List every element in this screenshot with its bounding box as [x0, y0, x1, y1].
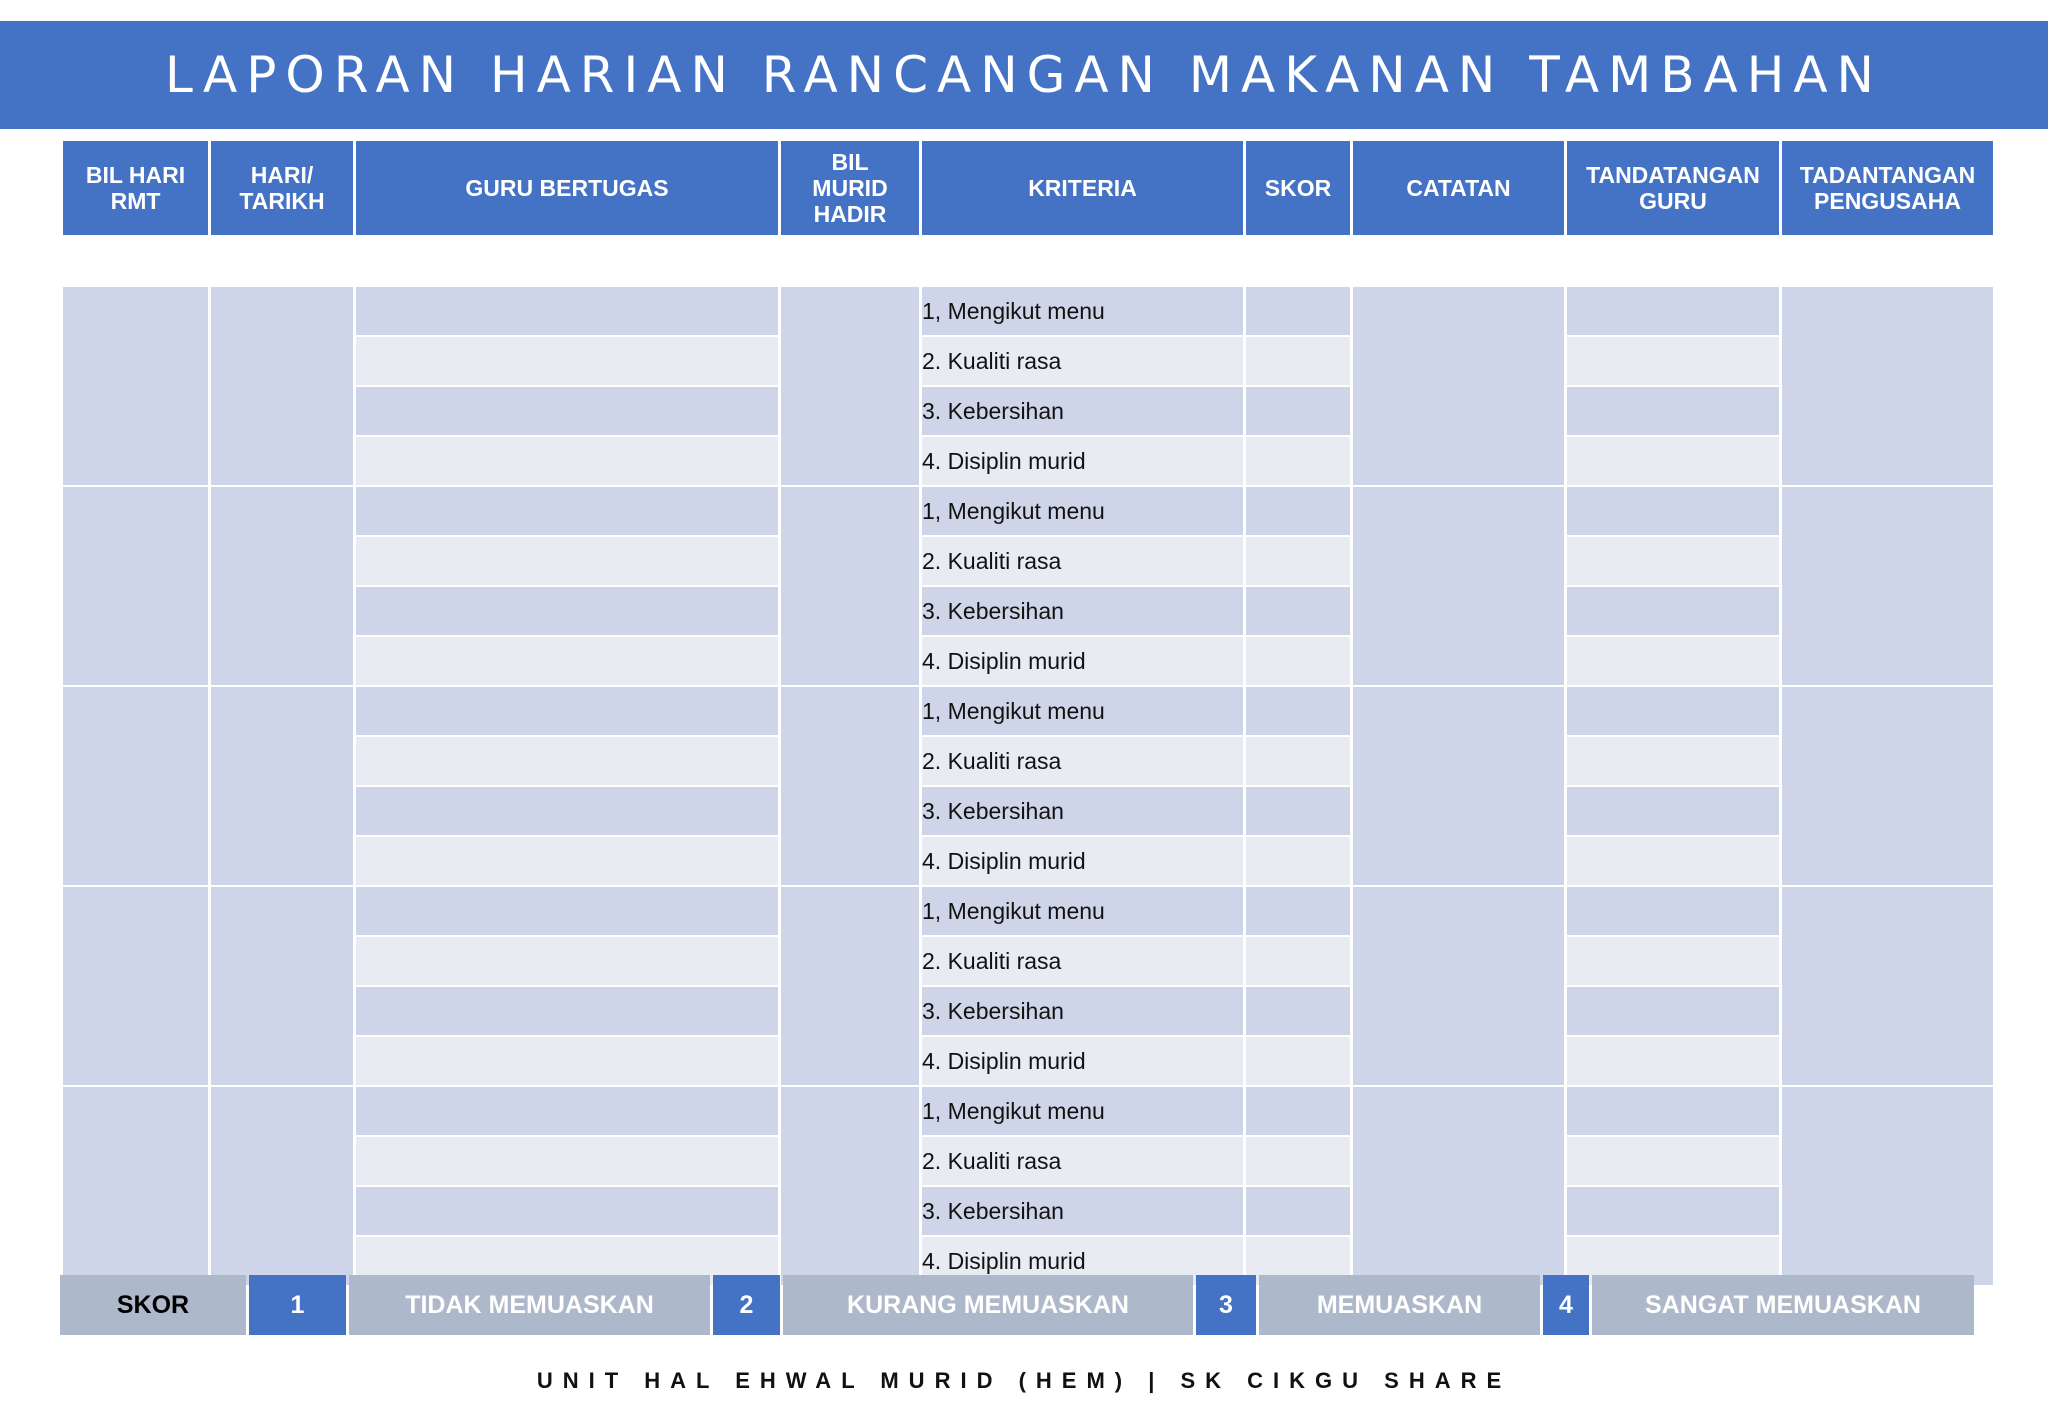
kriteria-cell: 2. Kualiti rasa: [922, 337, 1243, 385]
catatan-cell[interactable]: [1353, 687, 1564, 885]
table-header-row: [63, 141, 1993, 235]
tandatangan-guru-cell[interactable]: [1567, 637, 1779, 685]
bil-murid-cell[interactable]: [781, 487, 919, 685]
tandatangan-pengusaha-cell[interactable]: [1782, 687, 1993, 885]
header-col-catatan: CATATAN: [1353, 141, 1564, 235]
tandatangan-guru-cell[interactable]: [1567, 787, 1779, 835]
legend-text-1: TIDAK MEMUASKAN: [349, 1275, 710, 1335]
footer-text: UNIT HAL EHWAL MURID (HEM) | SK CIKGU SHARE: [536, 1368, 1512, 1393]
report-table: [60, 139, 1996, 1287]
bil-murid-cell[interactable]: [781, 287, 919, 485]
catatan-cell[interactable]: [1353, 887, 1564, 1085]
skor-cell[interactable]: [1246, 437, 1350, 485]
skor-cell[interactable]: [1246, 537, 1350, 585]
guru-bertugas-cell[interactable]: [356, 1087, 778, 1135]
table-row: [63, 887, 1993, 935]
kriteria-cell: 3. Kebersihan: [922, 787, 1243, 835]
tandatangan-guru-cell[interactable]: [1567, 1037, 1779, 1085]
guru-bertugas-cell[interactable]: [356, 687, 778, 735]
hari-tarikh-cell[interactable]: [211, 487, 353, 685]
skor-cell[interactable]: [1246, 937, 1350, 985]
guru-bertugas-cell[interactable]: [356, 987, 778, 1035]
guru-bertugas-cell[interactable]: [356, 1037, 778, 1085]
guru-bertugas-cell[interactable]: [356, 1187, 778, 1235]
skor-cell[interactable]: [1246, 837, 1350, 885]
page-title: LAPORAN HARIAN RANCANGAN MAKANAN TAMBAHAN: [165, 46, 1883, 104]
skor-cell[interactable]: [1246, 1187, 1350, 1235]
guru-bertugas-cell[interactable]: [356, 1137, 778, 1185]
tandatangan-guru-cell[interactable]: [1567, 1137, 1779, 1185]
tandatangan-guru-cell[interactable]: [1567, 687, 1779, 735]
header-col-bil-murid: BIL MURID HADIR: [781, 141, 919, 235]
guru-bertugas-cell[interactable]: [356, 337, 778, 385]
kriteria-cell: 2. Kualiti rasa: [922, 537, 1243, 585]
guru-bertugas-cell[interactable]: [356, 587, 778, 635]
skor-cell[interactable]: [1246, 1087, 1350, 1135]
kriteria-cell: 1, Mengikut menu: [922, 287, 1243, 335]
skor-cell[interactable]: [1246, 487, 1350, 535]
skor-cell[interactable]: [1246, 887, 1350, 935]
kriteria-cell: 3. Kebersihan: [922, 987, 1243, 1035]
bil-murid-cell[interactable]: [781, 1087, 919, 1285]
guru-bertugas-cell[interactable]: [356, 637, 778, 685]
guru-bertugas-cell[interactable]: [356, 837, 778, 885]
table-row: [63, 487, 1993, 535]
tandatangan-pengusaha-cell[interactable]: [1782, 487, 1993, 685]
catatan-cell[interactable]: [1353, 487, 1564, 685]
guru-bertugas-cell[interactable]: [356, 387, 778, 435]
tandatangan-guru-cell[interactable]: [1567, 587, 1779, 635]
header-col-skor: SKOR: [1246, 141, 1350, 235]
kriteria-cell: 4. Disiplin murid: [922, 1237, 1243, 1285]
skor-cell[interactable]: [1246, 737, 1350, 785]
header-col-bil-hari: BIL HARI RMT: [63, 141, 208, 235]
header-col-tt-pengusaha: TADANTANGAN PENGUSAHA: [1782, 141, 1993, 235]
kriteria-cell: 1, Mengikut menu: [922, 1087, 1243, 1135]
table-row: [63, 687, 1993, 735]
kriteria-cell: 2. Kualiti rasa: [922, 737, 1243, 785]
legend-label: SKOR: [60, 1275, 246, 1335]
kriteria-cell: 2. Kualiti rasa: [922, 937, 1243, 985]
score-legend: [60, 1275, 1988, 1335]
guru-bertugas-cell[interactable]: [356, 737, 778, 785]
skor-cell[interactable]: [1246, 687, 1350, 735]
kriteria-cell: 3. Kebersihan: [922, 1187, 1243, 1235]
skor-cell[interactable]: [1246, 587, 1350, 635]
legend-text-2: KURANG MEMUASKAN: [783, 1275, 1193, 1335]
tandatangan-pengusaha-cell[interactable]: [1782, 287, 1993, 485]
kriteria-cell: 3. Kebersihan: [922, 587, 1243, 635]
kriteria-cell: 4. Disiplin murid: [922, 1037, 1243, 1085]
tandatangan-guru-cell[interactable]: [1567, 737, 1779, 785]
kriteria-cell: 1, Mengikut menu: [922, 687, 1243, 735]
tandatangan-pengusaha-cell[interactable]: [1782, 1087, 1993, 1285]
kriteria-cell: 3. Kebersihan: [922, 387, 1243, 435]
kriteria-cell: 2. Kualiti rasa: [922, 1137, 1243, 1185]
tandatangan-guru-cell[interactable]: [1567, 887, 1779, 935]
kriteria-cell: 1, Mengikut menu: [922, 487, 1243, 535]
guru-bertugas-cell[interactable]: [356, 787, 778, 835]
skor-cell[interactable]: [1246, 637, 1350, 685]
legend-text-3: MEMUASKAN: [1259, 1275, 1540, 1335]
legend-num-2: 2: [713, 1275, 780, 1335]
table-row: [63, 1087, 1993, 1135]
catatan-cell[interactable]: [1353, 287, 1564, 485]
tandatangan-pengusaha-cell[interactable]: [1782, 887, 1993, 1085]
bil-hari-cell[interactable]: [63, 687, 208, 885]
skor-cell[interactable]: [1246, 1137, 1350, 1185]
guru-bertugas-cell[interactable]: [356, 287, 778, 335]
kriteria-cell: 1, Mengikut menu: [922, 887, 1243, 935]
guru-bertugas-cell[interactable]: [356, 437, 778, 485]
skor-cell[interactable]: [1246, 987, 1350, 1035]
hari-tarikh-cell[interactable]: [211, 687, 353, 885]
legend-num-3: 3: [1196, 1275, 1256, 1335]
header-col-hari-tarikh: HARI/ TARIKH: [211, 141, 353, 235]
tandatangan-guru-cell[interactable]: [1567, 437, 1779, 485]
kriteria-cell: 4. Disiplin murid: [922, 837, 1243, 885]
guru-bertugas-cell[interactable]: [356, 537, 778, 585]
bil-hari-cell[interactable]: [63, 287, 208, 485]
kriteria-cell: 4. Disiplin murid: [922, 637, 1243, 685]
bil-hari-cell[interactable]: [63, 887, 208, 1085]
catatan-cell[interactable]: [1353, 1087, 1564, 1285]
hari-tarikh-cell[interactable]: [211, 887, 353, 1085]
hari-tarikh-cell[interactable]: [211, 287, 353, 485]
guru-bertugas-cell[interactable]: [356, 487, 778, 535]
header-col-guru-bertugas: GURU BERTUGAS: [356, 141, 778, 235]
bil-hari-cell[interactable]: [63, 487, 208, 685]
tandatangan-guru-cell[interactable]: [1567, 337, 1779, 385]
legend-text-4: SANGAT MEMUASKAN: [1592, 1275, 1974, 1335]
tandatangan-guru-cell[interactable]: [1567, 487, 1779, 535]
tandatangan-guru-cell[interactable]: [1567, 937, 1779, 985]
kriteria-cell: 4. Disiplin murid: [922, 437, 1243, 485]
skor-cell[interactable]: [1246, 787, 1350, 835]
bil-murid-cell[interactable]: [781, 887, 919, 1085]
table-row: [63, 287, 1993, 335]
legend-num-4: 4: [1543, 1275, 1589, 1335]
tandatangan-guru-cell[interactable]: [1567, 287, 1779, 335]
tandatangan-guru-cell[interactable]: [1567, 987, 1779, 1035]
skor-cell[interactable]: [1246, 387, 1350, 435]
skor-cell[interactable]: [1246, 287, 1350, 335]
legend-num-1: 1: [249, 1275, 346, 1335]
tandatangan-guru-cell[interactable]: [1567, 1087, 1779, 1135]
hari-tarikh-cell[interactable]: [211, 1087, 353, 1285]
header-col-kriteria: KRITERIA: [922, 141, 1243, 235]
tandatangan-guru-cell[interactable]: [1567, 387, 1779, 435]
tandatangan-guru-cell[interactable]: [1567, 837, 1779, 885]
bil-murid-cell[interactable]: [781, 687, 919, 885]
skor-cell[interactable]: [1246, 1037, 1350, 1085]
tandatangan-guru-cell[interactable]: [1567, 537, 1779, 585]
tandatangan-guru-cell[interactable]: [1567, 1187, 1779, 1235]
guru-bertugas-cell[interactable]: [356, 937, 778, 985]
skor-cell[interactable]: [1246, 337, 1350, 385]
title-bar: [0, 21, 2048, 129]
header-col-tt-guru: TANDATANGAN GURU: [1567, 141, 1779, 235]
bil-hari-cell[interactable]: [63, 1087, 208, 1285]
guru-bertugas-cell[interactable]: [356, 887, 778, 935]
